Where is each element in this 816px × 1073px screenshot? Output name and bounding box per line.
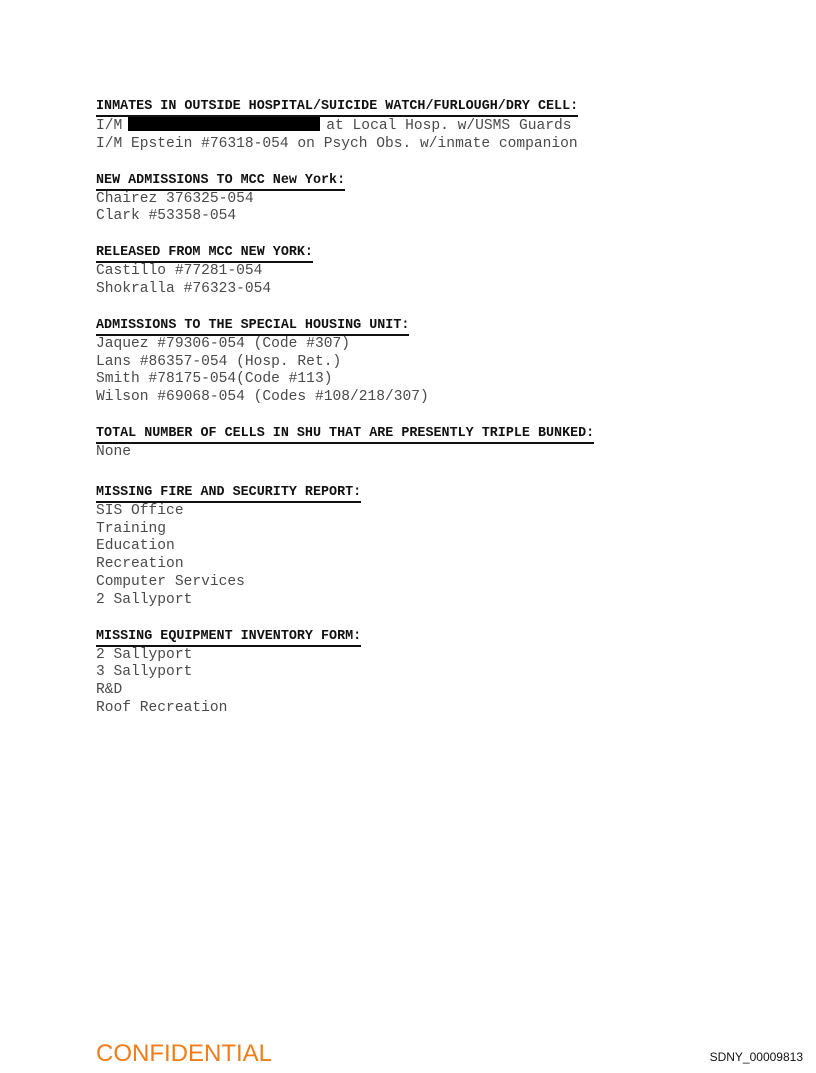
section-new-admissions	[96, 170, 736, 227]
list-item: Clark #53358-054	[96, 208, 237, 225]
confidential-stamp: CONFIDENTIAL	[96, 1040, 273, 1067]
list-item: Computer Services	[96, 573, 245, 590]
list-item: R&D	[96, 682, 123, 699]
list-item: Recreation	[96, 556, 184, 573]
section-shu-admissions	[96, 315, 736, 407]
list-item: Smith #78175-054(Code #113)	[96, 371, 333, 388]
section-triple-bunked	[96, 423, 736, 462]
list-item: None	[96, 443, 132, 460]
list-item: Jaquez #79306-054 (Code #307)	[96, 335, 350, 352]
list-item: SIS Office	[96, 502, 184, 519]
inmate-prefix: I/M	[96, 118, 123, 134]
section-missing-fire-security	[96, 482, 736, 610]
list-item	[96, 117, 736, 136]
section-heading: RELEASED FROM MCC NEW YORK:	[96, 244, 313, 263]
redaction-box	[128, 117, 320, 131]
list-item: 2 Sallyport	[96, 646, 193, 663]
list-item: Roof Recreation	[96, 699, 228, 716]
list-item: Education	[96, 538, 175, 555]
section-released	[96, 242, 736, 299]
list-item: Lans #86357-054 (Hosp. Ret.)	[96, 353, 342, 370]
section-missing-equipment	[96, 626, 736, 718]
section-outside-hospital	[96, 96, 736, 154]
list-item: Castillo #77281-054	[96, 263, 263, 280]
list-item: I/M Epstein #76318-054 on Psych Obs. w/inmate companion	[96, 135, 578, 152]
list-item: Training	[96, 520, 167, 537]
section-heading: NEW ADMISSIONS TO MCC New York:	[96, 172, 345, 191]
inmate-location: at Local Hosp. w/USMS Guards	[326, 118, 572, 134]
section-heading: TOTAL NUMBER OF CELLS IN SHU THAT ARE PRESENTLY TRIPLE BUNKED:	[96, 425, 594, 444]
section-heading: MISSING EQUIPMENT INVENTORY FORM:	[96, 628, 361, 647]
section-heading: INMATES IN OUTSIDE HOSPITAL/SUICIDE WATCH/FURLOUGH/DRY CELL:	[96, 98, 578, 117]
bates-number: SDNY_00009813	[709, 1050, 803, 1064]
list-item: Chairez 376325-054	[96, 190, 254, 207]
list-item: Wilson #69068-054 (Codes #108/218/307)	[96, 389, 429, 406]
section-heading: MISSING FIRE AND SECURITY REPORT:	[96, 484, 361, 503]
document-body	[96, 96, 736, 734]
list-item: Shokralla #76323-054	[96, 280, 272, 297]
section-heading: ADMISSIONS TO THE SPECIAL HOUSING UNIT:	[96, 317, 409, 336]
list-item: 3 Sallyport	[96, 664, 193, 681]
list-item: 2 Sallyport	[96, 591, 193, 608]
